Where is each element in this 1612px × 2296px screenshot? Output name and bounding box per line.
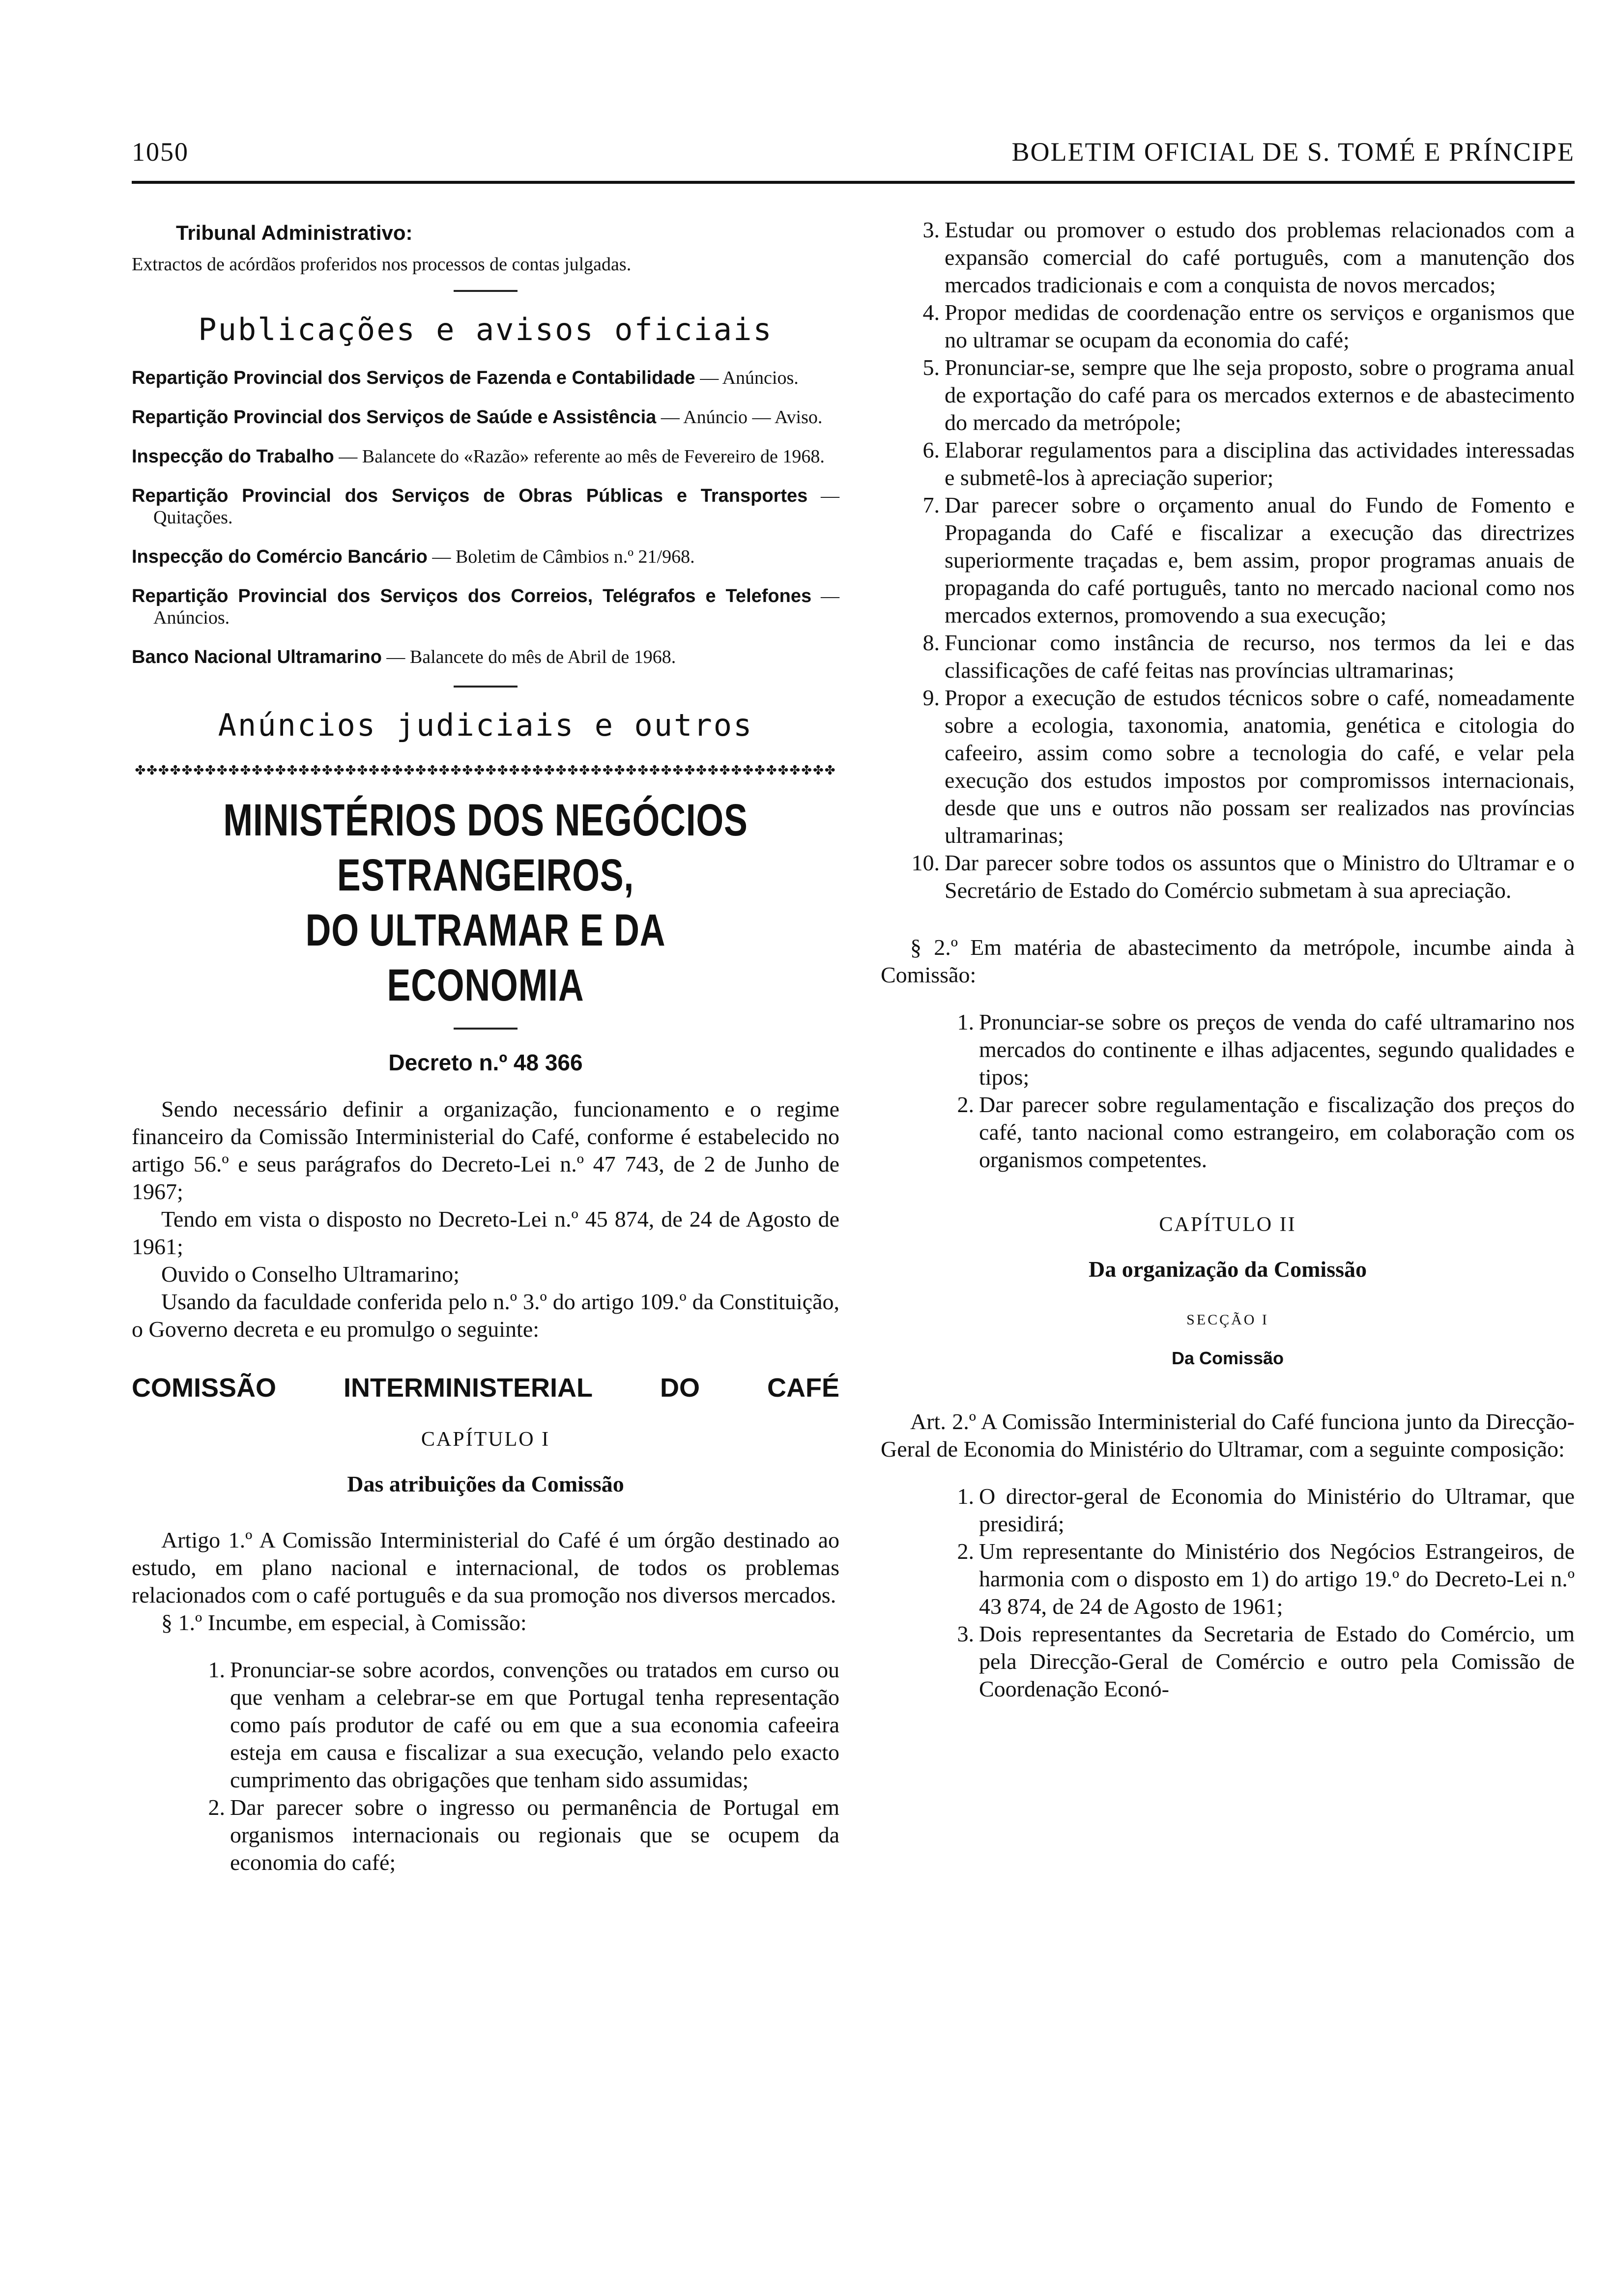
tribunal-text: Extractos de acórdãos proferidos nos processos de contas julgadas. [132, 254, 632, 275]
anuncios-heading: Anúncios judiciais e outros [218, 707, 753, 743]
left-column [132, 216, 839, 1876]
chapter-label: CAPÍTULO II [1159, 1213, 1296, 1236]
list-item: 5. Pronunciar-se, sempre que lhe seja proposto, sobre o programa anual de exportação do café para os mercados externos e de abastecimento do mercado da metrópole; [922, 355, 1575, 435]
list-item: 9. Propor a execução de estudos técnicos sobre o café, nomeadamente sobre a ecologia, taxonomia, anatomia, genética e citologia do cafeeiro, assim como sobre a tecnologia do café, e velar pela execução dos estudos impostos por compromissos internacionais, desde que uns e outros não possam ser realizados nas províncias ultramarinas; [922, 685, 1575, 848]
divider [454, 290, 518, 292]
list-item: 1. O director-geral de Economia do Ministério do Ultramar, que presidirá; [957, 1484, 1575, 1536]
index-entry: Repartição Provincial dos Serviços de Obras Públicas e Transportes — Quitações. [132, 486, 839, 528]
preamble-paragraph: Usando da faculdade conferida pelo n.º 3.º do artigo 109.º da Constituição, o Governo decreta e eu promulgo o seguinte: [132, 1289, 839, 1342]
list-item: 3. Dois representantes da Secretaria de Estado do Comércio, um pela Direcção-Geral de Comércio e outro pela Comissão de Coordenação Econó- [957, 1621, 1575, 1701]
item-list [132, 1656, 839, 1876]
article-paragraph: Art. 2.º A Comissão Interministerial do Café funciona junto da Direcção-Geral de Economia do Ministério do Ultramar, com a seguinte composição: [881, 1409, 1575, 1462]
header-rule [132, 181, 1575, 184]
publicacoes-heading: Publicações e avisos oficiais [198, 312, 773, 347]
list-item: 2. Dar parecer sobre o ingresso ou permanência de Portugal em organismos internacionais ou regionais que se ocupem da economia do café; [208, 1795, 839, 1875]
right-column [881, 216, 1575, 1703]
list-item: 4. Propor medidas de coordenação entre os serviços e organismos que no ultramar se ocupam da economia do café; [922, 300, 1575, 352]
index-list [132, 367, 839, 668]
list-item: 8. Funcionar como instância de recurso, nos termos da lei e das classificações de café feitas nas províncias ultramarinas; [922, 630, 1575, 683]
section-title: Da Comissão [1171, 1348, 1284, 1368]
index-entry: Inspecção do Comércio Bancário — Boletim de Câmbios n.º 21/968. [132, 546, 695, 567]
list-item: 3. Estudar ou promover o estudo dos problemas relacionados com a expansão comercial do café português, com a manutenção dos mercados tradicionais e com a conquista de novos mercados; [922, 217, 1575, 297]
chapter-title: Das atribuições da Comissão [347, 1471, 624, 1496]
list-item: 6. Elaborar regulamentos para a disciplina das actividades interessadas e submetê-los à apreciação superior; [922, 437, 1575, 490]
spacer [881, 1174, 1575, 1203]
list-item: 1. Pronunciar-se sobre acordos, convenções ou tratados em curso ou que venham a celebrar-se em que Portugal tenha representação como país produtor de café ou em que a sua economia cafeeira esteja em causa e fiscalizar a sua execução, velando pelo exacto cumprimento das obrigações que tenham sido assumidas; [208, 1657, 839, 1792]
item-list [881, 1483, 1575, 1703]
page-number: 1050 [132, 137, 189, 167]
article-paragraph: Artigo 1.º A Comissão Interministerial do Café é um órgão destinado ao estudo, em plano nacional e internacional, de todos os problemas relacionados com o café português e da sua promoção nos diversos mercados. [132, 1527, 839, 1607]
index-entry: Repartição Provincial dos Serviços de Fazenda e Contabilidade — Anúncios. [132, 368, 799, 388]
section-label: SECÇÃO I [1186, 1312, 1269, 1328]
preamble-paragraph: Ouvido o Conselho Ultramarino; [161, 1262, 460, 1287]
chapter-title: Da organização da Comissão [1088, 1257, 1367, 1282]
list-item: 2. Dar parecer sobre regulamentação e fiscalização dos preços do café, tanto nacional como estrangeiro, em colaboração com os organismos competentes. [957, 1092, 1575, 1172]
ministry-heading: MINISTÉRIOS DOS NEGÓCIOS ESTRANGEIROS, DO ULTRAMAR E DA ECONOMIA [223, 795, 748, 1010]
paragraph-label: § 2.º Em matéria de abastecimento da metrópole, incumbe ainda à Comissão: [881, 935, 1575, 987]
comissao-heading: COMISSÃO INTERMINISTERIAL DO CAFÉ [132, 1373, 839, 1403]
publication-title: BOLETIM OFICIAL DE S. TOMÉ E PRÍNCIPE [1011, 137, 1575, 167]
page-header [132, 123, 1575, 167]
ornament-rule: ✤✤✤✤✤✤✤✤✤✤✤✤✤✤✤✤✤✤✤✤✤✤✤✤✤✤✤✤✤✤✤✤✤✤✤✤✤✤✤✤✤✤✤✤✤✤✤✤✤✤✤✤✤✤✤✤✤✤✤✤ [135, 763, 836, 777]
index-entry: Repartição Provincial dos Serviços de Saúde e Assistência — Anúncio — Aviso. [132, 407, 823, 428]
paragraph-label: § 1.º Incumbe, em especial, à Comissão: [161, 1610, 527, 1635]
preamble-paragraph: Sendo necessário definir a organização, funcionamento e o regime financeiro da Comissão Interministerial do Café, conforme é estabelecido no artigo 56.º e seus parágrafos do Decreto-Lei n.º 47 743, de 2 de Junho de 1967; [132, 1096, 839, 1204]
index-entry: Banco Nacional Ultramarino — Balancete do mês de Abril de 1968. [132, 647, 676, 667]
preamble-paragraph: Tendo em vista o disposto no Decreto-Lei n.º 45 874, de 24 de Agosto de 1961; [132, 1206, 839, 1259]
decreto-title: Decreto n.º 48 366 [388, 1050, 583, 1075]
spacer [881, 904, 1575, 934]
divider [454, 1028, 518, 1030]
list-item: 2. Um representante do Ministério dos Negócios Estrangeiros, de harmonia com o disposto em 1) do artigo 19.º do Decreto-Lei n.º 43 874, de 24 de Agosto de 1961; [957, 1539, 1575, 1619]
list-item: 1. Pronunciar-se sobre os preços de venda do café ultramarino nos mercados do continente e ilhas adjacentes, segundo qualidades e tipos; [957, 1009, 1575, 1090]
chapter-label: CAPÍTULO I [421, 1428, 550, 1451]
tribunal-title: Tribunal Administrativo: [176, 221, 413, 244]
index-entry: Inspecção do Trabalho — Balancete do «Razão» referente ao mês de Fevereiro de 1968. [132, 446, 825, 467]
list-item: 10. Dar parecer sobre todos os assuntos que o Ministro do Ultramar e o Secretário de Estado do Comércio submetam à sua apreciação. [911, 850, 1575, 903]
item-list [881, 216, 1575, 904]
index-entry: Repartição Provincial dos Serviços dos Correios, Telégrafos e Telefones — Anúncios. [132, 586, 840, 628]
item-list [881, 1008, 1575, 1174]
list-item: 7. Dar parecer sobre o orçamento anual do Fundo de Fomento e Propaganda do Café e fiscalizar a execução das directrizes superiormente traçadas e, bem assim, propor programas anuais de propaganda do café português, tanto no mercado nacional como nos mercados externos, promovendo a sua execução; [922, 492, 1575, 628]
divider [454, 686, 518, 688]
